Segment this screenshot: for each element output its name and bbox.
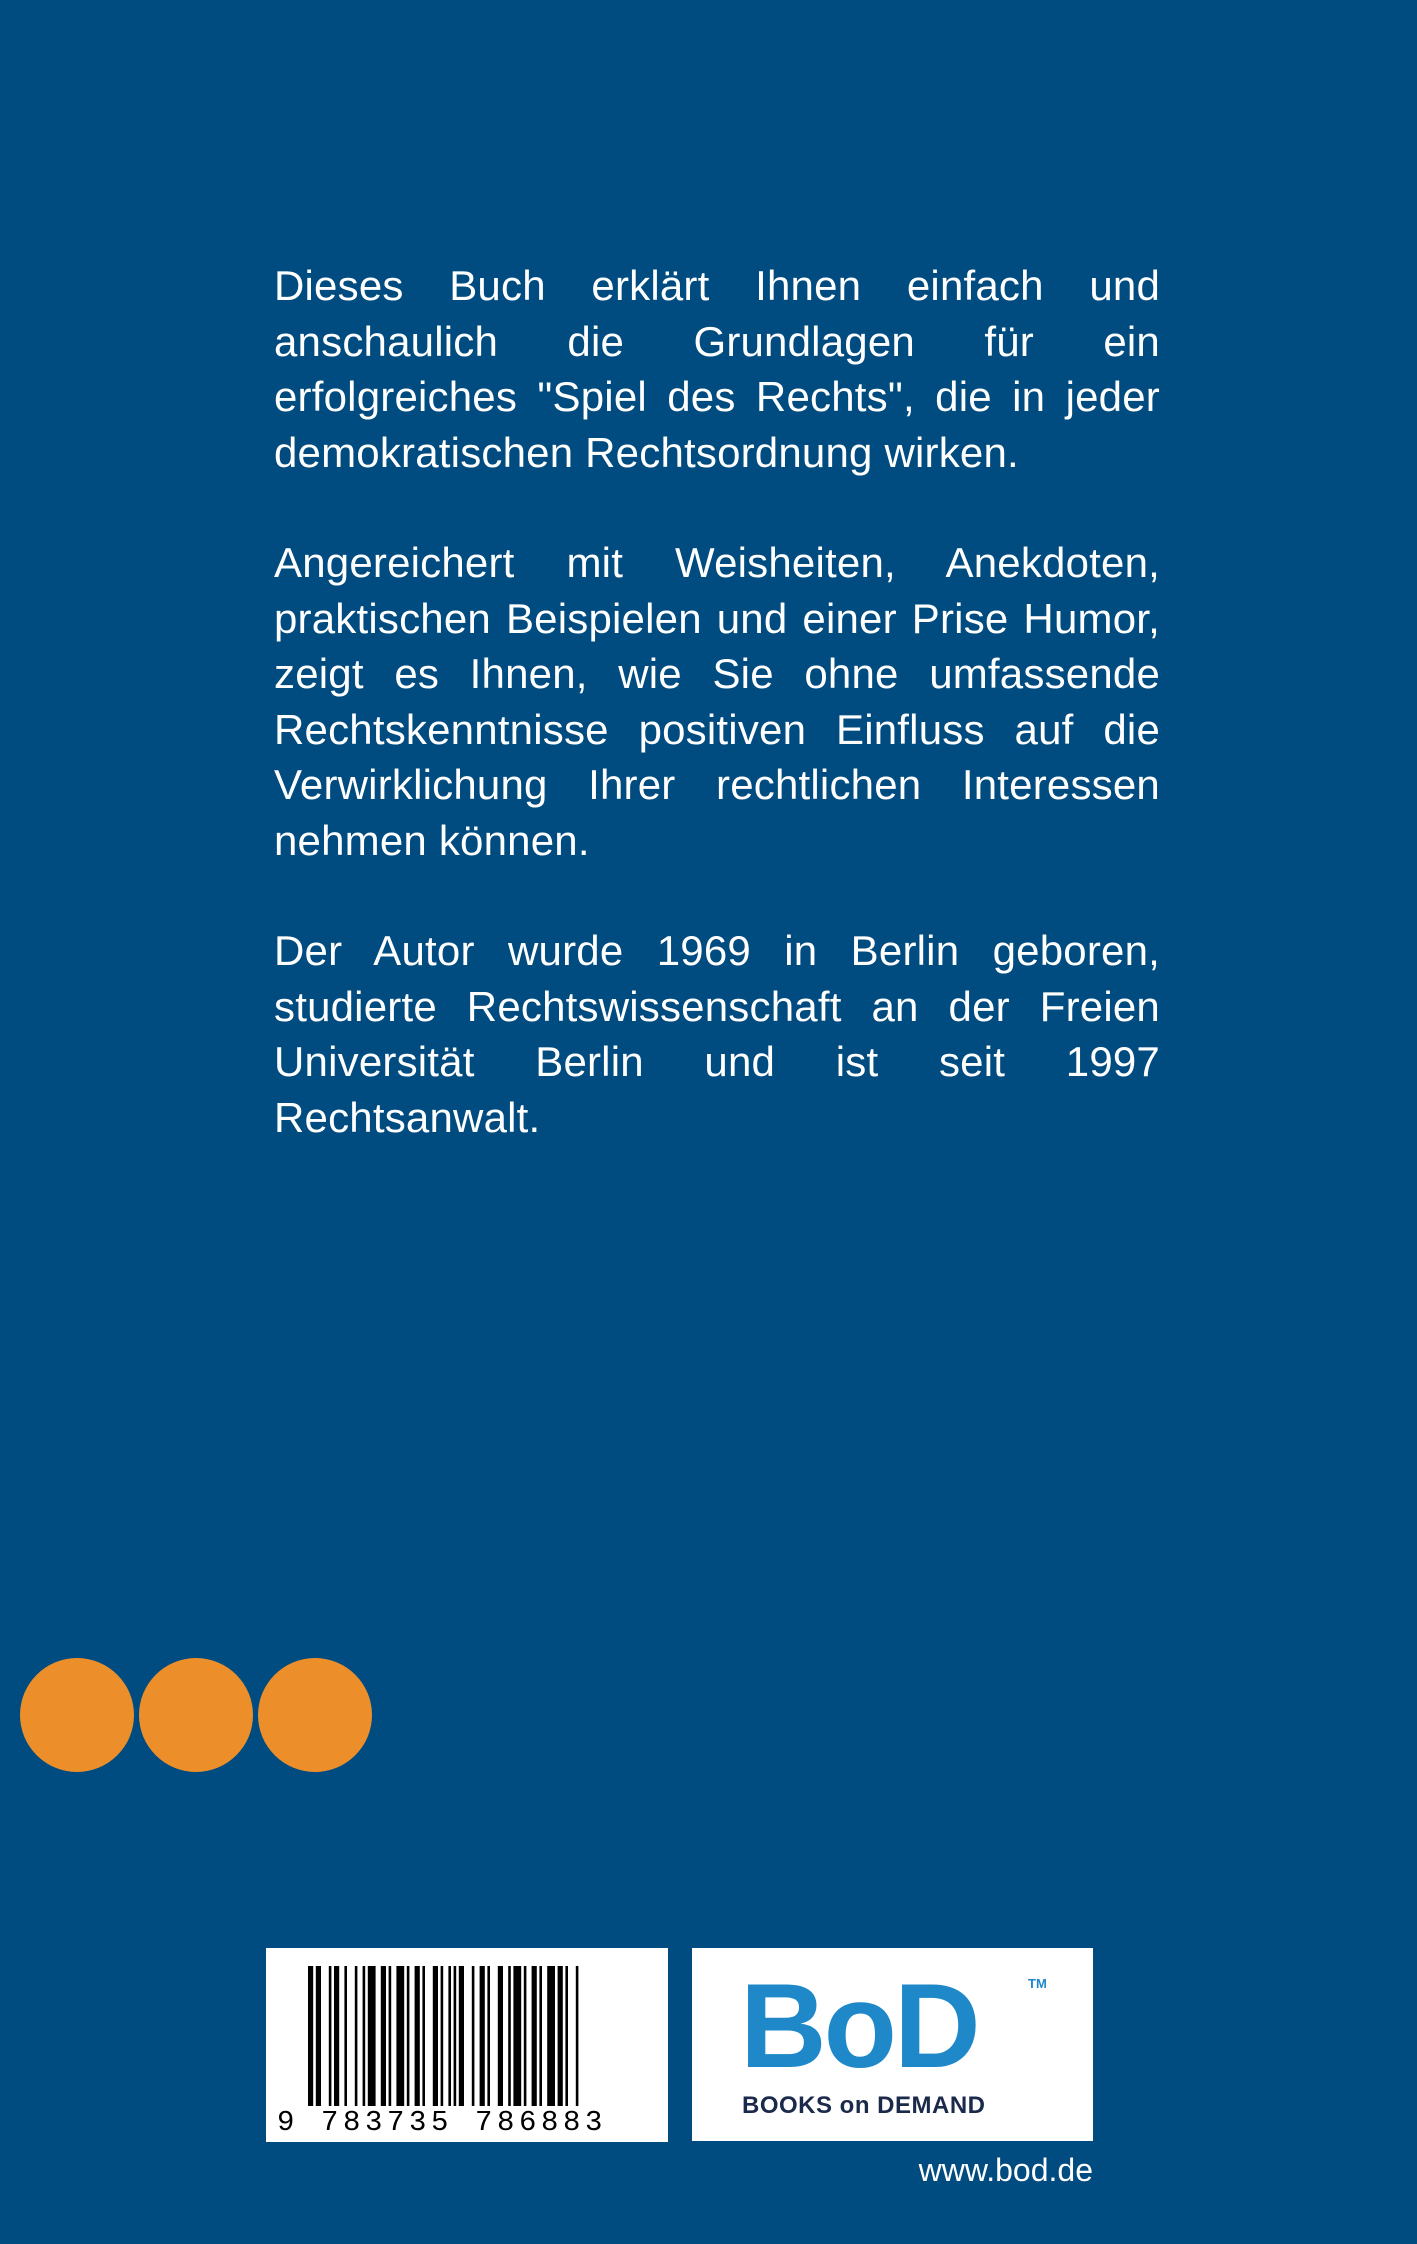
bod-logo: BoD	[740, 1959, 978, 2093]
publisher-tagline: BOOKS on DEMAND	[742, 2092, 986, 2119]
trademark-mark: TM	[1028, 1976, 1047, 1991]
blurb-paragraph-3: Der Autor wurde 1969 in Berlin geboren, studierte Rechtswissenschaft an der Freien Universität Berlin und ist seit 1997 Rechtsanwalt.	[274, 927, 1160, 1141]
barcode-bar	[487, 1966, 490, 2106]
blurb-paragraph-1: Dieses Buch erklärt Ihnen einfach und anschaulich die Grundlagen für ein erfolgreiches "Spiel des Rechts", die in jeder demokratischen Rechtsordnung wirken.	[274, 262, 1160, 476]
blurb-paragraph-2: Angereichert mit Weisheiten, Anekdoten, praktischen Beispielen und einer Prise Humor, zeigt es Ihnen, wie Sie ohne umfassende Rechtskenntnisse positiven Einfluss auf die Verwirklichung Ihrer rechtlichen Interessen nehmen können.	[274, 539, 1160, 864]
publisher-website: www.bod.de	[918, 2152, 1093, 2188]
isbn-barcode	[266, 1948, 668, 2142]
barcode-bar	[344, 1966, 347, 2106]
barcode-bars	[266, 1948, 668, 2108]
back-cover-blurb	[274, 258, 1160, 1200]
barcode-bar	[532, 1966, 537, 2106]
barcode-bar	[368, 1966, 376, 2106]
orange-dot-2	[139, 1658, 253, 1772]
barcode-bar	[415, 1966, 420, 2106]
barcode-bar	[454, 1966, 457, 2106]
isbn-number: 9 783735 786883	[277, 2106, 608, 2139]
barcode-bar	[508, 1966, 511, 2106]
barcode-bar	[558, 1966, 563, 2106]
barcode-bar	[407, 1966, 410, 2106]
orange-dot-3	[258, 1658, 372, 1772]
barcode-bar	[396, 1966, 404, 2106]
barcode-bar	[308, 1966, 313, 2106]
barcode-bar	[480, 1966, 485, 2106]
barcode-bar	[441, 1966, 444, 2106]
barcode-bar	[363, 1966, 366, 2106]
barcode-bar	[389, 1966, 392, 2106]
barcode-bar	[513, 1966, 521, 2106]
barcode-bar	[459, 1966, 464, 2106]
barcode-bar	[381, 1966, 386, 2106]
barcode-bar	[334, 1966, 339, 2106]
barcode-bar	[355, 1966, 358, 2106]
barcode-bar	[329, 1966, 332, 2106]
barcode-bar	[576, 1966, 579, 2106]
barcode-bar	[565, 1966, 568, 2106]
barcode-bar	[433, 1966, 438, 2106]
barcode-bar	[316, 1966, 321, 2106]
barcode-bar	[422, 1966, 425, 2106]
barcode-bar	[539, 1966, 542, 2106]
barcode-bar	[448, 1966, 451, 2106]
publisher-logo-box	[692, 1948, 1093, 2141]
barcode-bar	[472, 1966, 475, 2106]
barcode-bar	[498, 1966, 503, 2106]
barcode-bar	[547, 1966, 555, 2106]
barcode-bar	[524, 1966, 527, 2106]
orange-dots-decoration	[20, 1658, 372, 1776]
orange-dot-1	[20, 1658, 134, 1772]
